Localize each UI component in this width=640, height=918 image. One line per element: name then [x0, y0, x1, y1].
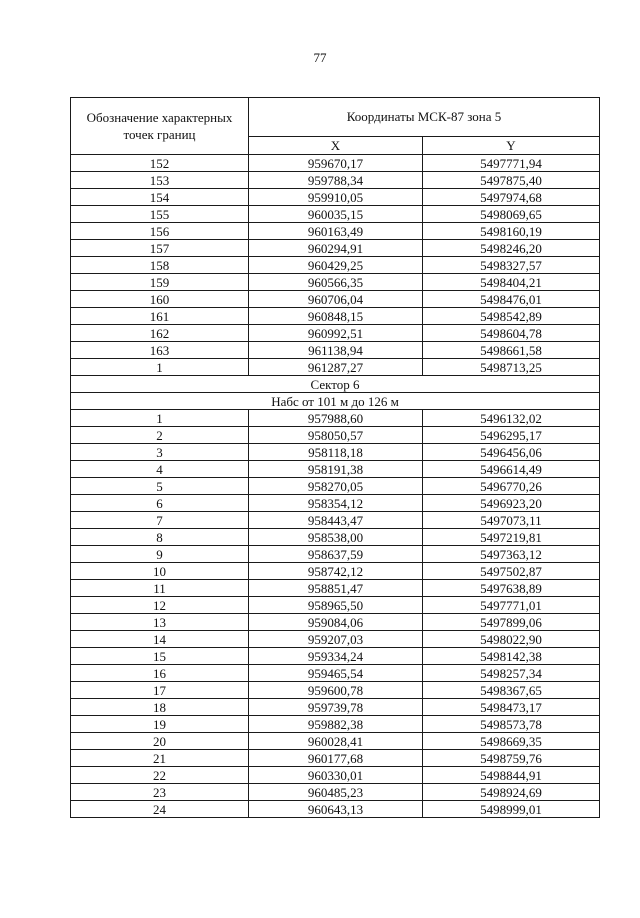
page-number: 77 — [313, 50, 327, 65]
table-row — [71, 325, 600, 342]
y-coordinate-cell: 5498669,35 — [423, 733, 600, 750]
sector-title: Сектор 6 — [71, 376, 600, 393]
x-coordinate-cell: 958637,59 — [249, 546, 423, 563]
table-row — [71, 631, 600, 648]
x-coordinate-cell: 960706,04 — [249, 291, 423, 308]
x-coordinate-cell: 958191,38 — [249, 461, 423, 478]
y-coordinate-cell: 5496456,06 — [423, 444, 600, 461]
table-row — [71, 597, 600, 614]
table-row — [71, 342, 600, 359]
y-coordinate-cell: 5496132,02 — [423, 410, 600, 427]
x-coordinate-cell: 959910,05 — [249, 189, 423, 206]
table-row — [71, 223, 600, 240]
point-cell: 15 — [71, 648, 249, 665]
y-coordinate-cell: 5497974,68 — [423, 189, 600, 206]
y-coordinate-cell: 5498367,65 — [423, 682, 600, 699]
point-cell: 161 — [71, 308, 249, 325]
y-coordinate-cell: 5496295,17 — [423, 427, 600, 444]
x-coordinate-cell: 960485,23 — [249, 784, 423, 801]
y-coordinate-cell: 5498759,76 — [423, 750, 600, 767]
y-coordinate-cell: 5498473,17 — [423, 699, 600, 716]
y-coordinate-cell: 5497502,87 — [423, 563, 600, 580]
table-row — [71, 750, 600, 767]
x-coordinate-cell: 960163,49 — [249, 223, 423, 240]
table-row — [71, 206, 600, 223]
point-cell: 163 — [71, 342, 249, 359]
table-row — [71, 512, 600, 529]
table-row — [71, 172, 600, 189]
point-cell: 4 — [71, 461, 249, 478]
table-row — [71, 444, 600, 461]
point-cell: 154 — [71, 189, 249, 206]
x-coordinate-cell: 959084,06 — [249, 614, 423, 631]
table-row — [71, 155, 600, 172]
x-coordinate-cell: 958270,05 — [249, 478, 423, 495]
y-coordinate-cell: 5497771,01 — [423, 597, 600, 614]
x-coordinate-cell: 960294,91 — [249, 240, 423, 257]
x-coordinate-cell: 960035,15 — [249, 206, 423, 223]
x-coordinate-cell: 959465,54 — [249, 665, 423, 682]
point-cell: 22 — [71, 767, 249, 784]
point-cell: 155 — [71, 206, 249, 223]
y-coordinate-cell: 5496770,26 — [423, 478, 600, 495]
point-cell: 162 — [71, 325, 249, 342]
table-row — [71, 733, 600, 750]
point-cell: 158 — [71, 257, 249, 274]
table-row — [71, 427, 600, 444]
point-cell: 20 — [71, 733, 249, 750]
point-cell: 8 — [71, 529, 249, 546]
x-coordinate-cell: 959334,24 — [249, 648, 423, 665]
x-coordinate-cell: 958050,57 — [249, 427, 423, 444]
x-coordinate-cell: 960643,13 — [249, 801, 423, 818]
x-coordinate-cell: 959207,03 — [249, 631, 423, 648]
coordinates-group-2 — [71, 410, 600, 818]
y-coordinate-cell: 5498573,78 — [423, 716, 600, 733]
y-column-header: Y — [423, 136, 600, 154]
point-cell: 16 — [71, 665, 249, 682]
y-coordinate-cell: 5497219,81 — [423, 529, 600, 546]
y-coordinate-cell: 5498022,90 — [423, 631, 600, 648]
x-coordinate-cell: 959670,17 — [249, 155, 423, 172]
point-cell: 156 — [71, 223, 249, 240]
sector-height-row — [71, 393, 600, 410]
sector-height-range: Набс от 101 м до 126 м — [71, 393, 600, 410]
table-row — [71, 546, 600, 563]
x-coordinate-cell: 958443,47 — [249, 512, 423, 529]
point-cell: 153 — [71, 172, 249, 189]
table-row — [71, 240, 600, 257]
y-coordinate-cell: 5497363,12 — [423, 546, 600, 563]
x-coordinate-cell: 960848,15 — [249, 308, 423, 325]
point-cell: 10 — [71, 563, 249, 580]
y-coordinate-cell: 5498327,57 — [423, 257, 600, 274]
point-cell: 13 — [71, 614, 249, 631]
table-row — [71, 274, 600, 291]
table-row — [71, 699, 600, 716]
table-row — [71, 529, 600, 546]
table-row — [71, 308, 600, 325]
table-row — [71, 291, 600, 308]
y-coordinate-cell: 5498257,34 — [423, 665, 600, 682]
point-cell: 1 — [71, 410, 249, 427]
point-cell: 17 — [71, 682, 249, 699]
y-coordinate-cell: 5498924,69 — [423, 784, 600, 801]
y-coordinate-cell: 5498160,19 — [423, 223, 600, 240]
y-coordinate-cell: 5498476,01 — [423, 291, 600, 308]
y-coordinate-cell: 5497771,94 — [423, 155, 600, 172]
x-coordinate-cell: 961287,27 — [249, 359, 423, 376]
y-coordinate-cell: 5498661,58 — [423, 342, 600, 359]
point-cell: 7 — [71, 512, 249, 529]
table-row — [71, 410, 600, 427]
table-row — [71, 257, 600, 274]
table-row — [71, 648, 600, 665]
x-coordinate-cell: 958965,50 — [249, 597, 423, 614]
x-coordinate-cell: 960566,35 — [249, 274, 423, 291]
x-coordinate-cell: 960992,51 — [249, 325, 423, 342]
table-header — [71, 98, 600, 155]
x-coordinate-cell: 958851,47 — [249, 580, 423, 597]
point-cell: 159 — [71, 274, 249, 291]
coordinates-table — [70, 97, 600, 818]
table-row — [71, 580, 600, 597]
table-row — [71, 665, 600, 682]
x-coordinate-cell: 958538,00 — [249, 529, 423, 546]
table-row — [71, 563, 600, 580]
table-row — [71, 784, 600, 801]
sector-title-row — [71, 376, 600, 393]
point-cell: 14 — [71, 631, 249, 648]
x-coordinate-cell: 958354,12 — [249, 495, 423, 512]
point-cell: 12 — [71, 597, 249, 614]
point-cell: 5 — [71, 478, 249, 495]
point-designation-header: Обозначение характерных точек границ — [71, 98, 249, 155]
table-row — [71, 801, 600, 818]
coordinates-system-header: Координаты МСК-87 зона 5 — [249, 98, 600, 137]
x-coordinate-cell: 959788,34 — [249, 172, 423, 189]
y-coordinate-cell: 5498404,21 — [423, 274, 600, 291]
point-cell: 6 — [71, 495, 249, 512]
y-coordinate-cell: 5498604,78 — [423, 325, 600, 342]
point-cell: 11 — [71, 580, 249, 597]
y-coordinate-cell: 5497875,40 — [423, 172, 600, 189]
y-coordinate-cell: 5497073,11 — [423, 512, 600, 529]
y-coordinate-cell: 5498142,38 — [423, 648, 600, 665]
y-coordinate-cell: 5498999,01 — [423, 801, 600, 818]
y-coordinate-cell: 5498246,20 — [423, 240, 600, 257]
x-column-header: X — [249, 136, 423, 154]
coordinates-group-1 — [71, 155, 600, 376]
x-coordinate-cell: 960330,01 — [249, 767, 423, 784]
y-coordinate-cell: 5498844,91 — [423, 767, 600, 784]
y-coordinate-cell: 5498713,25 — [423, 359, 600, 376]
point-cell: 19 — [71, 716, 249, 733]
x-coordinate-cell: 957988,60 — [249, 410, 423, 427]
point-cell: 160 — [71, 291, 249, 308]
point-cell: 2 — [71, 427, 249, 444]
y-coordinate-cell: 5497899,06 — [423, 614, 600, 631]
y-coordinate-cell: 5496923,20 — [423, 495, 600, 512]
point-cell: 18 — [71, 699, 249, 716]
point-cell: 157 — [71, 240, 249, 257]
point-cell: 21 — [71, 750, 249, 767]
point-cell: 23 — [71, 784, 249, 801]
point-cell: 152 — [71, 155, 249, 172]
table-row — [71, 495, 600, 512]
point-cell: 3 — [71, 444, 249, 461]
point-cell: 24 — [71, 801, 249, 818]
table-row — [71, 461, 600, 478]
x-coordinate-cell: 959882,38 — [249, 716, 423, 733]
x-coordinate-cell: 960028,41 — [249, 733, 423, 750]
y-coordinate-cell: 5498542,89 — [423, 308, 600, 325]
table-row — [71, 682, 600, 699]
table-row — [71, 767, 600, 784]
x-coordinate-cell: 958118,18 — [249, 444, 423, 461]
point-cell: 9 — [71, 546, 249, 563]
sector-header — [71, 376, 600, 410]
x-coordinate-cell: 960177,68 — [249, 750, 423, 767]
table-row — [71, 614, 600, 631]
x-coordinate-cell: 960429,25 — [249, 257, 423, 274]
point-cell: 1 — [71, 359, 249, 376]
y-coordinate-cell: 5496614,49 — [423, 461, 600, 478]
table-row — [71, 716, 600, 733]
y-coordinate-cell: 5497638,89 — [423, 580, 600, 597]
x-coordinate-cell: 958742,12 — [249, 563, 423, 580]
y-coordinate-cell: 5498069,65 — [423, 206, 600, 223]
x-coordinate-cell: 959600,78 — [249, 682, 423, 699]
table-row — [71, 478, 600, 495]
x-coordinate-cell: 959739,78 — [249, 699, 423, 716]
x-coordinate-cell: 961138,94 — [249, 342, 423, 359]
table-row — [71, 189, 600, 206]
table-row — [71, 359, 600, 376]
